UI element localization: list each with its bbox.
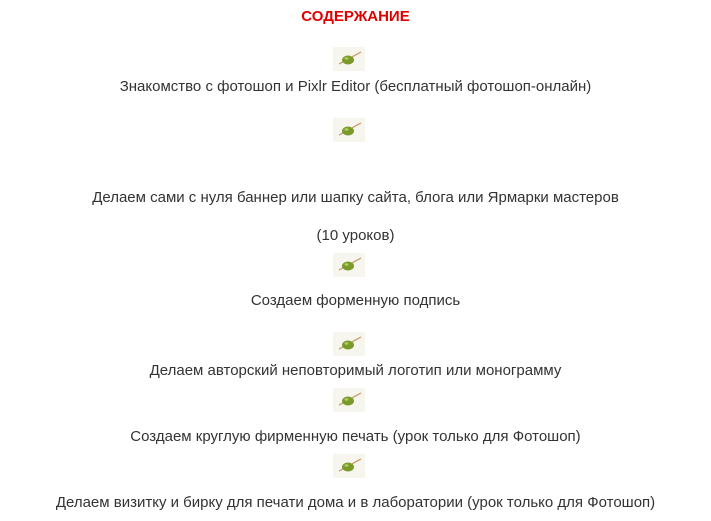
toc-item-stamp[interactable]	[0, 427, 711, 447]
olive-divider-icon	[333, 454, 365, 478]
toc-item-signature[interactable]	[0, 291, 711, 311]
toc-item-logo[interactable]	[0, 361, 711, 381]
lesson-count: (10 уроков)	[316, 227, 395, 244]
toc-item-business-card[interactable]	[0, 493, 711, 513]
page-title: СОДЕРЖАНИЕ	[301, 8, 410, 25]
toc-link[interactable]: Создаем форменную подпись	[250, 292, 461, 309]
olive-divider-icon	[333, 253, 365, 277]
toc-link[interactable]: Делаем сами с нуля баннер или шапку сайта, блога или Ярмарки мастеров	[92, 189, 619, 206]
toc-link[interactable]: Знакомство с фотошоп и Pixlr Editor (бесплатный фотошоп-онлайн)	[119, 78, 592, 95]
olive-divider-icon	[333, 47, 365, 71]
toc-link[interactable]: Делаем авторский неповторимый логотип или монограмму	[149, 362, 562, 379]
olive-divider-icon	[333, 388, 365, 412]
toc-item-banner[interactable]	[0, 188, 711, 208]
toc-item-photoshop-intro[interactable]	[0, 77, 711, 97]
olive-divider-icon	[333, 332, 365, 356]
toc-link[interactable]: Создаем круглую фирменную печать (урок только для Фотошоп)	[130, 428, 581, 445]
toc-item-banner-note	[0, 226, 711, 246]
toc-link[interactable]: Делаем визитку и бирку для печати дома и в лаборатории (урок только для Фотошоп)	[55, 494, 656, 511]
olive-divider-icon	[333, 118, 365, 142]
